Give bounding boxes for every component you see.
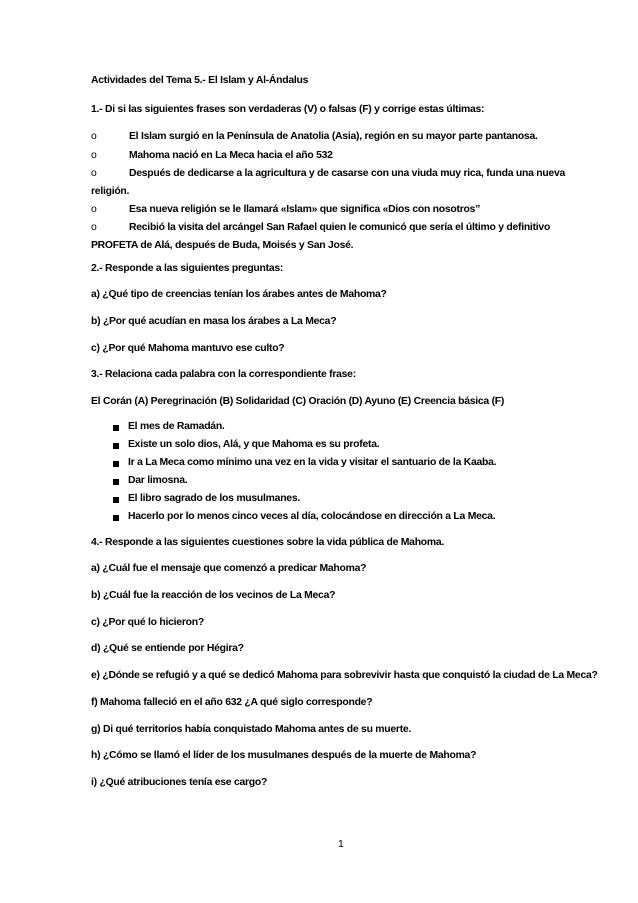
section-4-heading: 4.- Responde a las siguientes cuestiones sobre la vida pública de Mahoma.: [91, 537, 445, 548]
list-marker: o: [91, 204, 97, 215]
section-2-heading: 2.- Responde a las siguientes preguntas:: [91, 263, 284, 274]
section-1-heading: 1.- Di si las siguientes frases son verdaderas (V) o falsas (F) y corrige estas últimas:: [91, 104, 485, 115]
list-marker: o: [91, 168, 97, 179]
match-item-3: Ir a La Meca como mínimo una vez en la vida y visitar el santuario de la Kaaba.: [128, 457, 497, 468]
bullet-marker: [113, 425, 119, 431]
statement-5-continuation: PROFETA de Alá, después de Buda, Moisés y San José.: [91, 240, 354, 251]
bullet-marker: [113, 515, 119, 521]
document-title: Actividades del Tema 5.- El Islam y Al-Ándalus: [91, 75, 309, 86]
question-4d: d) ¿Qué se entiende por Hégira?: [91, 643, 244, 654]
question-2b: b) ¿Por qué acudían en masa los árabes a La Meca?: [91, 316, 337, 327]
statement-5: Recibió la visita del arcángel San Rafael quien le comunicó que sería el último y definitivo: [129, 222, 551, 233]
match-item-5: El libro sagrado de los musulmanes.: [128, 493, 300, 504]
list-marker: o: [91, 131, 97, 142]
bullet-marker: [113, 479, 119, 485]
question-4g: g) Di qué territorios había conquistado Mahoma antes de su muerte.: [91, 724, 412, 735]
question-4e: e) ¿Dónde se refugió y a qué se dedicó Mahoma para sobrevivir hasta que conquistó la ciudad de La Meca?: [91, 670, 598, 681]
statement-4: Esa nueva religión se le llamará «Islam» que significa «Dios con nosotros”: [129, 204, 481, 215]
list-marker: o: [91, 150, 97, 161]
match-item-6: Hacerlo por lo menos cinco veces al día, colocándose en dirección a La Meca.: [128, 511, 496, 522]
bullet-marker: [113, 443, 119, 449]
statement-2: Mahoma nació en La Meca hacia el año 532: [129, 150, 333, 161]
match-item-1: El mes de Ramadán.: [128, 421, 225, 432]
question-4c: c) ¿Por qué lo hicieron?: [91, 617, 204, 628]
question-4b: b) ¿Cuál fue la reacción de los vecinos de La Meca?: [91, 590, 336, 601]
question-4a: a) ¿Cuál fue el mensaje que comenzó a predicar Mahoma?: [91, 563, 367, 574]
page-number: 1: [338, 839, 344, 850]
matching-options: El Corán (A) Peregrinación (B) Solidaridad (C) Oración (D) Ayuno (E) Creencia básica (F): [91, 396, 505, 407]
bullet-marker: [113, 497, 119, 503]
question-2c: c) ¿Por qué Mahoma mantuvo ese culto?: [91, 343, 285, 354]
section-3-heading: 3.- Relaciona cada palabra con la correspondiente frase:: [91, 369, 356, 380]
statement-1: El Islam surgió en la Península de Anatolia (Asia), región en su mayor parte pantanosa.: [129, 131, 538, 142]
question-4f: f) Mahoma falleció en el año 632 ¿A qué siglo corresponde?: [91, 697, 373, 708]
match-item-2: Existe un solo dios, Alá, y que Mahoma es su profeta.: [128, 439, 380, 450]
statement-3-continuation: religión.: [91, 186, 130, 197]
bullet-marker: [113, 461, 119, 467]
question-2a: a) ¿Qué tipo de creencias tenían los árabes antes de Mahoma?: [91, 289, 387, 300]
question-4h: h) ¿Cómo se llamó el líder de los musulmanes después de la muerte de Mahoma?: [91, 750, 477, 761]
question-4i: i) ¿Qué atribuciones tenía ese cargo?: [91, 777, 268, 788]
list-marker: o: [91, 222, 97, 233]
statement-3: Después de dedicarse a la agricultura y de casarse con una viuda muy rica, funda una nueva: [129, 168, 566, 179]
match-item-4: Dar limosna.: [128, 475, 188, 486]
